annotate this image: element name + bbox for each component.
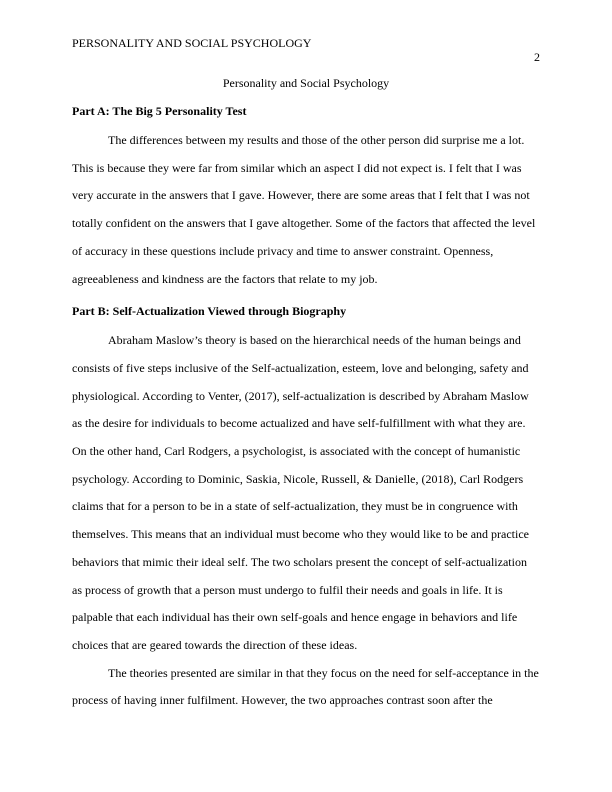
text-line: choices that are geared towards the direction of these ideas. <box>72 637 358 652</box>
text-line: totally confident on the answers that I gave altogether. Some of the factors that affected the level <box>72 216 536 231</box>
text-line: as process of growth that a person must undergo to fulfil their needs and goals in life. It is <box>72 582 503 597</box>
section-heading-part-a: Part A: The Big 5 Personality Test <box>72 104 247 118</box>
paragraph-part-b-1 <box>72 327 540 659</box>
paragraph-part-b-2 <box>72 660 540 715</box>
text-line: This is because they were far from similar which an aspect I did not expect is. I felt that I was <box>72 160 522 175</box>
text-line: palpable that each individual has their own self-goals and hence engage in behaviors and life <box>72 610 518 625</box>
text-line: as the desire for individuals to become actualized and have self-fulfillment with what they are. <box>72 416 526 431</box>
text-line: very accurate in the answers that I gave. However, there are some areas that I felt that I was not <box>72 188 530 203</box>
text-line: claims that for a person to be in a state of self-actualization, they must be in congruence with <box>72 499 518 514</box>
text-line: psychology. According to Dominic, Saskia, Nicole, Russell, & Danielle, (2018), Carl Rodgers <box>72 471 524 486</box>
document-title: Personality and Social Psychology <box>222 76 390 90</box>
text-line: behaviors that mimic their ideal self. The two scholars present the concept of self-actualization <box>72 554 527 569</box>
text-line: Abraham Maslow’s theory is based on the hierarchical needs of the human beings and <box>108 333 521 348</box>
text-line: The theories presented are similar in that they focus on the need for self-acceptance in the <box>108 665 539 680</box>
text-line: themselves. This means that an individual must become who they would like to be and practice <box>72 527 530 542</box>
running-head: PERSONALITY AND SOCIAL PSYCHOLOGY <box>72 36 312 50</box>
paragraph-part-a-1 <box>72 127 540 293</box>
page-number: 2 <box>534 50 540 64</box>
text-line: On the other hand, Carl Rodgers, a psychologist, is associated with the concept of humanistic <box>72 444 521 459</box>
text-line: process of having inner fulfilment. However, the two approaches contrast soon after the <box>72 693 493 708</box>
text-line: agreeableness and kindness are the factors that relate to my job. <box>72 271 378 286</box>
text-line: consists of five steps inclusive of the Self-actualization, esteem, love and belonging, safety and <box>72 360 529 375</box>
text-line: The differences between my results and those of the other person did surprise me a lot. <box>108 133 525 147</box>
text-line: of accuracy in these questions include privacy and time to answer constraint. Openness, <box>72 243 494 258</box>
text-line: physiological. According to Venter, (2017), self-actualization is described by Abraham Maslow <box>72 388 529 403</box>
section-heading-part-b: Part B: Self-Actualization Viewed through Biography <box>72 304 347 319</box>
document-body <box>72 73 540 715</box>
